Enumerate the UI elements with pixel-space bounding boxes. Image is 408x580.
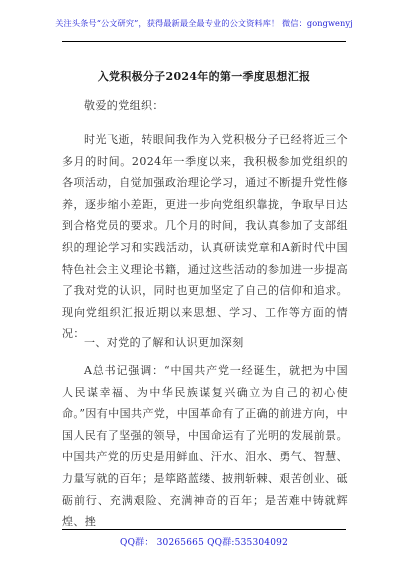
section-heading-1: 一、对党的了解和认识更加深刻 [84, 336, 244, 349]
body-paragraph-1-container [62, 129, 348, 345]
body-paragraph-2: A总书记强调：“中国共产党一经诞生，就把为中国人民谋幸福、为中华民族谋复兴确立为自己的初心使命。”因有中国共产党，中国革命有了正确的前进方向，中国人民有了坚强的领导，中国命运有了光明的发展前景。中国共产党的历史是用鲜血、汗水、泪水、勇气、智慧、力量写就的百年；是筚路蓝缕、披荆斩棘、艰苦创业、砥砺前行、充满艰险、充满神奇的百年；是苦难中铸就辉煌、挫 [62, 364, 348, 529]
document-title: 入党积极分子2024年的第一季度思想汇报 [97, 70, 311, 83]
body-paragraph-2-container [62, 360, 348, 533]
salutation: 敬爱的党组织： [84, 99, 164, 112]
footer-qq-groups: QQ群： 30265665 QQ群:535304092 [119, 538, 288, 548]
header-divider [62, 41, 346, 42]
header-promo-note: 关注头条号“公文研究”，获得最新最全最专业的公文资料库！ 微信：gongwenyj [55, 18, 353, 28]
footer-divider [62, 529, 346, 530]
body-paragraph-1: 时光飞逝，转眼间我作为入党积极分子已经将近三个多月的时间。2024年一季度以来，我积极参加党组织的各项活动，自觉加强政治理论学习，通过不断提升党性修养，逐步缩小差距，更进一步向党组织靠拢，争取早日达到合格党员的要求。几个月的时间，我认真参加了支部组织的理论学习和实践活动，认真研读党章和A新时代中国特色社会主义理论书籍，通过这些活动的参加进一步提高了我对党的认识，同时也更加坚定了自己的信仰和追求。现向党组织汇报近期以来思想、学习、工作等方面的情况： [62, 133, 348, 341]
